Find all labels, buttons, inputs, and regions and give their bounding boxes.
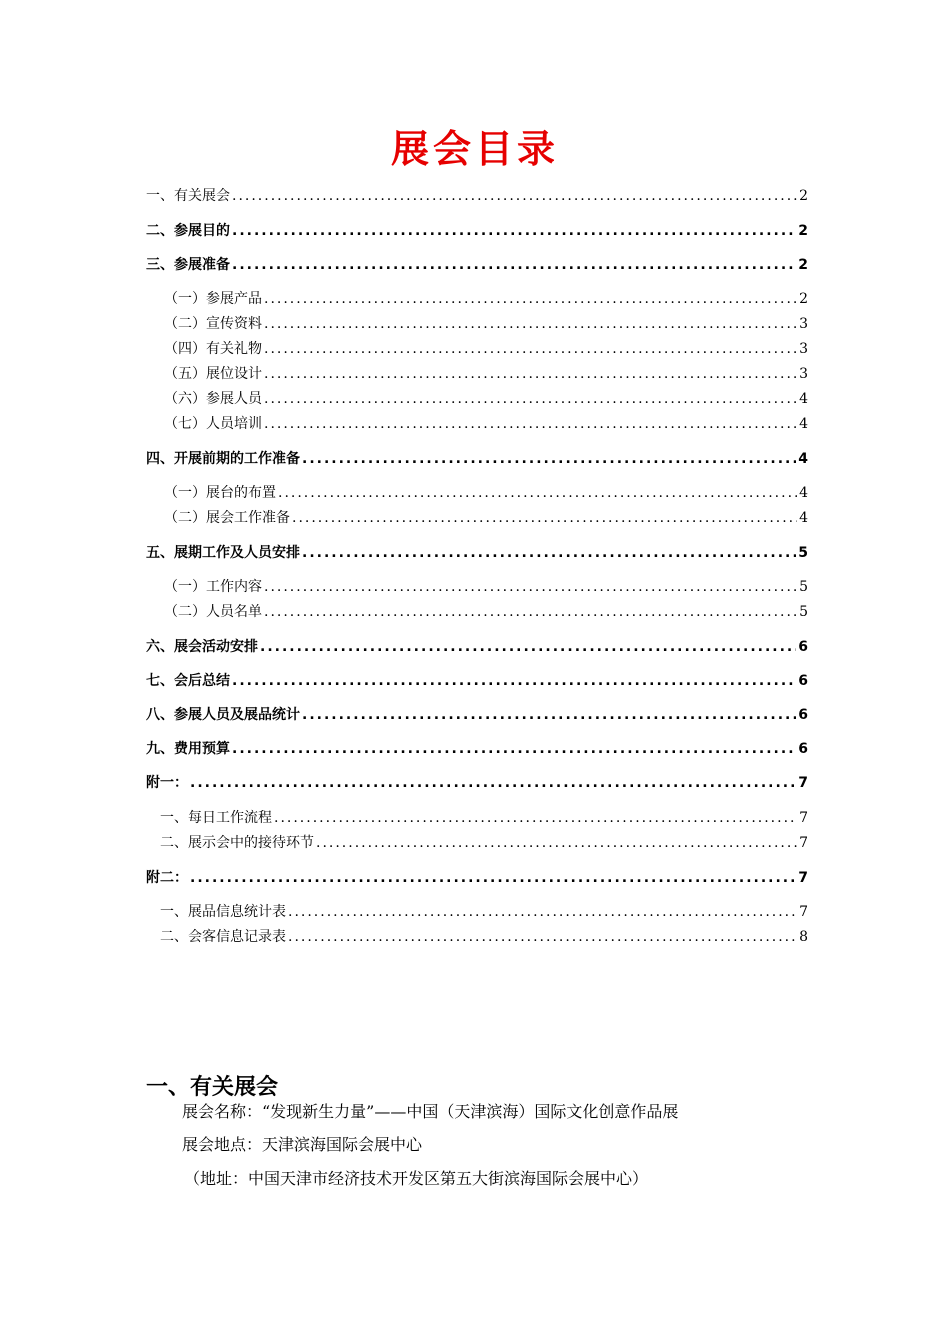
toc-entry-label: 七、会后总结	[146, 673, 230, 689]
toc-entry-page: 7	[798, 870, 808, 886]
toc-entry-label: 八、参展人员及展品统计	[146, 707, 300, 723]
toc-entry[interactable]	[146, 483, 808, 503]
toc-leader-dots	[190, 773, 796, 793]
toc-entry-label: 一、展品信息统计表	[160, 904, 286, 920]
toc-leader-dots	[264, 414, 797, 434]
toc-leader-dots	[274, 808, 797, 828]
toc-leader-dots	[302, 705, 796, 725]
toc-entry-label: （一）参展产品	[164, 291, 262, 307]
toc-entry-label: 一、有关展会	[146, 188, 230, 204]
toc-leader-dots	[288, 927, 797, 947]
toc-entry-page: 4	[799, 485, 808, 501]
toc-entry-page: 7	[799, 835, 808, 851]
toc-leader-dots	[302, 449, 796, 469]
toc-entry-page: 3	[799, 341, 808, 357]
toc-entry-label: 九、费用预算	[146, 741, 230, 757]
toc-entry-page: 3	[799, 316, 808, 332]
toc-leader-dots	[232, 186, 797, 206]
toc-entry-label: （四）有关礼物	[164, 341, 262, 357]
toc-entry[interactable]	[146, 449, 808, 469]
toc-entry[interactable]	[146, 637, 808, 657]
toc-entry-page: 5	[798, 545, 808, 561]
toc-entry[interactable]	[146, 508, 808, 528]
toc-entry[interactable]	[146, 577, 808, 597]
exhibition-venue-line: 展会地点：天津滨海国际会展中心	[182, 1135, 423, 1154]
exhibition-address-line: （地址：中国天津市经济技术开发区第五大街滨海国际会展中心）	[184, 1169, 649, 1188]
toc-entry-label: 四、开展前期的工作准备	[146, 451, 300, 467]
toc-entry-page: 7	[799, 810, 808, 826]
toc-leader-dots	[264, 364, 797, 384]
toc-leader-dots	[264, 289, 797, 309]
toc-leader-dots	[288, 902, 797, 922]
toc-entry-label: （一）展台的布置	[164, 485, 276, 501]
toc-entry[interactable]	[146, 671, 808, 691]
toc-entry[interactable]	[146, 255, 808, 275]
toc-entry[interactable]	[146, 186, 808, 206]
toc-entry-label: （二）展会工作准备	[164, 510, 290, 526]
toc-entry-label: （二）人员名单	[164, 604, 262, 620]
toc-entry[interactable]	[146, 221, 808, 241]
toc-entry-page: 4	[799, 510, 808, 526]
toc-leader-dots	[232, 671, 796, 691]
toc-entry[interactable]	[146, 602, 808, 622]
toc-entry-label: 一、每日工作流程	[160, 810, 272, 826]
toc-entry[interactable]	[146, 289, 808, 309]
toc-leader-dots	[302, 543, 796, 563]
toc-entry-page: 7	[799, 904, 808, 920]
toc-leader-dots	[232, 221, 796, 241]
toc-entry-label: 附二：	[146, 870, 188, 886]
toc-entry[interactable]	[146, 927, 808, 947]
toc-entry-page: 4	[799, 391, 808, 407]
page-title: 展会目录	[390, 126, 559, 171]
toc-leader-dots	[264, 389, 797, 409]
toc-entry[interactable]	[146, 314, 808, 334]
toc-leader-dots	[264, 602, 797, 622]
toc-entry-label: 六、展会活动安排	[146, 639, 258, 655]
toc-entry-page: 2	[799, 291, 808, 307]
toc-leader-dots	[232, 255, 796, 275]
toc-entry[interactable]	[146, 808, 808, 828]
toc-leader-dots	[264, 314, 797, 334]
section-heading: 一、有关展会	[146, 1074, 279, 1100]
toc-entry-label: （六）参展人员	[164, 391, 262, 407]
toc-entry-page: 2	[799, 188, 808, 204]
toc-entry-page: 3	[799, 366, 808, 382]
toc-entry[interactable]	[146, 543, 808, 563]
toc-leader-dots	[232, 739, 796, 759]
toc-entry-label: 三、参展准备	[146, 257, 230, 273]
toc-entry[interactable]	[146, 902, 808, 922]
exhibition-name-line: 展会名称：“发现新生力量”——中国（天津滨海）国际文化创意作品展	[182, 1102, 679, 1121]
toc-entry-page: 6	[798, 741, 808, 757]
toc-entry-page: 6	[798, 707, 808, 723]
toc-entry-page: 5	[799, 579, 808, 595]
toc-entry[interactable]	[146, 339, 808, 359]
toc-entry[interactable]	[146, 414, 808, 434]
toc-entry-label: 五、展期工作及人员安排	[146, 545, 300, 561]
toc-entry-page: 2	[798, 223, 808, 239]
toc-entry-page: 6	[798, 673, 808, 689]
toc-leader-dots	[264, 339, 797, 359]
toc-entry-label: 二、参展目的	[146, 223, 230, 239]
toc-leader-dots	[260, 637, 796, 657]
toc-entry[interactable]	[146, 833, 808, 853]
toc-leader-dots	[190, 868, 796, 888]
toc-entry-page: 5	[799, 604, 808, 620]
toc-entry-page: 6	[798, 639, 808, 655]
toc-entry-label: 附一：	[146, 775, 188, 791]
toc-entry[interactable]	[146, 773, 808, 793]
toc-leader-dots	[264, 577, 797, 597]
toc-leader-dots	[316, 833, 797, 853]
toc-leader-dots	[292, 508, 797, 528]
toc-entry-label: （一）工作内容	[164, 579, 262, 595]
toc-entry-label: （七）人员培训	[164, 416, 262, 432]
toc-entry-page: 2	[798, 257, 808, 273]
toc-entry[interactable]	[146, 389, 808, 409]
toc-entry-label: （二）宣传资料	[164, 316, 262, 332]
toc-entry-label: （五）展位设计	[164, 366, 262, 382]
toc-entry[interactable]	[146, 739, 808, 759]
toc-entry-label: 二、会客信息记录表	[160, 929, 286, 945]
toc-entry[interactable]	[146, 705, 808, 725]
toc-entry[interactable]	[146, 868, 808, 888]
toc-entry-page: 7	[798, 775, 808, 791]
toc-entry[interactable]	[146, 364, 808, 384]
toc-entry-page: 4	[799, 416, 808, 432]
toc-entry-page: 8	[799, 929, 808, 945]
toc-entry-page: 4	[798, 451, 808, 467]
toc-entry-label: 二、展示会中的接待环节	[160, 835, 314, 851]
toc-leader-dots	[278, 483, 797, 503]
